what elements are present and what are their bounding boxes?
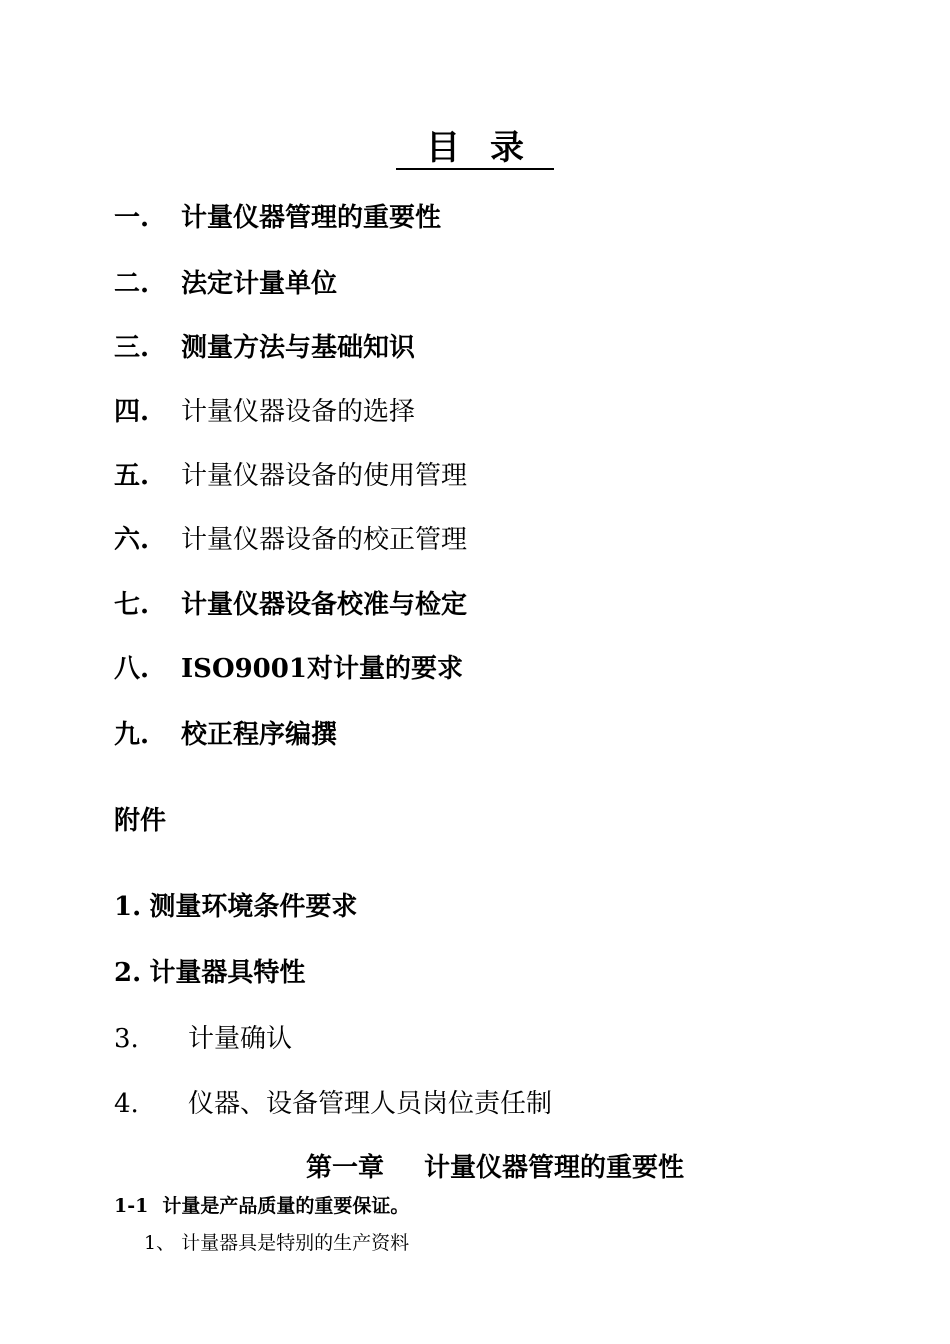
toc-item-5: 五. 计量仪器设备的使用管理 bbox=[114, 461, 468, 491]
appendix-heading: 附件 bbox=[114, 806, 167, 836]
toc-item-2: 二. 法定计量单位 bbox=[114, 269, 338, 299]
section-heading: 1-1 计量是产品质量的重要保证。 bbox=[114, 1195, 410, 1217]
appendix-item-3: 3. 计量确认 bbox=[114, 1024, 293, 1054]
list-item: 1、 计量器具是特别的生产资料 bbox=[144, 1232, 410, 1254]
appendix-item-4: 4. 仪器、设备管理人员岗位责任制 bbox=[114, 1089, 553, 1119]
toc-item-4: 四. 计量仪器设备的选择 bbox=[114, 397, 416, 427]
toc-item-9: 九. 校正程序编撰 bbox=[114, 720, 338, 750]
toc-title: 目录 bbox=[0, 124, 950, 172]
appendix-item-1: 1. 测量环境条件要求 bbox=[114, 892, 358, 922]
toc-item-3: 三. 测量方法与基础知识 bbox=[114, 333, 416, 363]
toc-item-6: 六. 计量仪器设备的校正管理 bbox=[114, 525, 468, 555]
toc-item-8: 八. ISO9001对计量的要求 bbox=[114, 654, 463, 684]
toc-item-1: 一. 计量仪器管理的重要性 bbox=[114, 203, 442, 233]
appendix-item-2: 2. 计量器具特性 bbox=[114, 958, 306, 988]
toc-item-7: 七. 计量仪器设备校准与检定 bbox=[114, 590, 468, 620]
chapter-heading: 第一章 计量仪器管理的重要性 bbox=[306, 1153, 685, 1183]
